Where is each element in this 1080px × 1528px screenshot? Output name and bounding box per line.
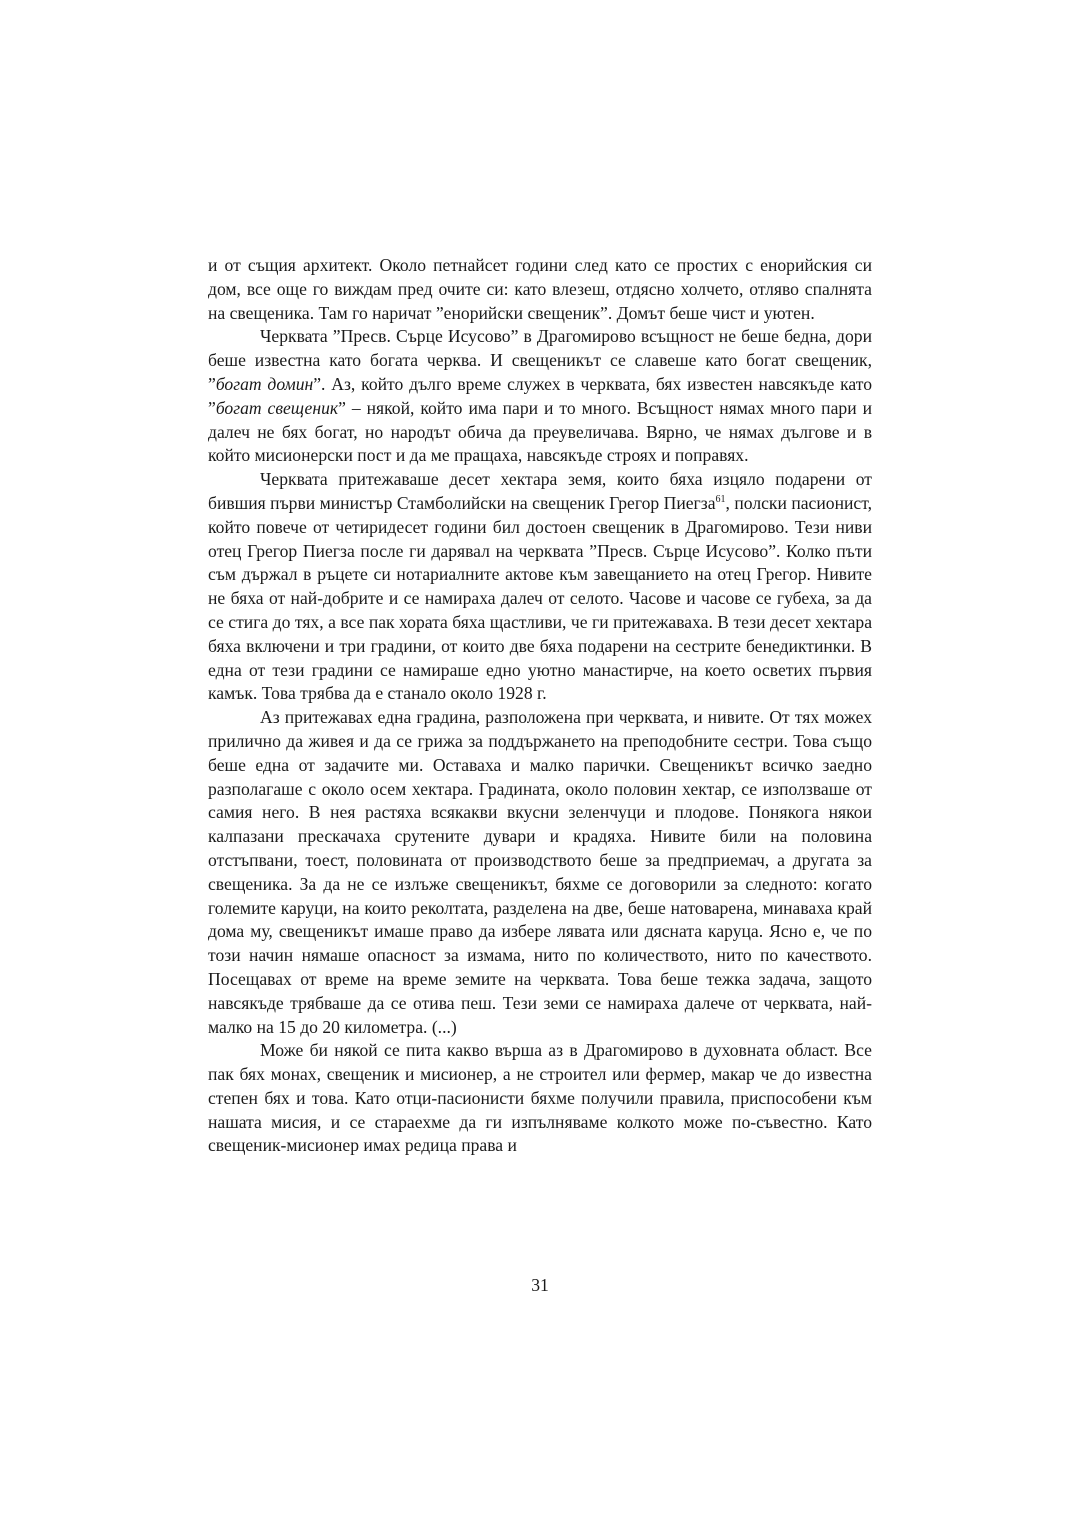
text-run: Аз притежавах една градина, разположена при черквата, и нивите. От тях можех прилично да живея и да се грижа за поддържането на преподобните сестри. Това също беше една от задачите ми. Оставаха и малко парички. Свещеникът всичко заедно разполагаше с около осем хектара. Градината, около половин хектар, се използваше от самия него. В нея растяха всякакви вкусни зеленчуци и плодове. Понякога някои калпазани прескачаха срутените дувари и крадяха. Нивите били на половина отстъпвани, тоест, половината от производството беше за предприемач, а другата за свещеника. За да не се излъже свещеникът, бяхме се договорили за следното: когато големите каруци, на които реколтата, разделена на две, беше натоварена, минаваха край дома му, свещеникът имаше право да избере лявата или дясната каруца. Ясно е, че по този начин нямаше опасност за измама, нито по количеството, нито по качеството. Посещавах от време на време земите на черквата. Това беше тежка задача, защото навсякъде трябваше да се отива пеш. Тези земи се намираха далече от черквата, най-малко на 15 до 20 километра. (...) (208, 707, 872, 1037)
italic-phrase: богат свещеник (215, 397, 339, 418)
italic-phrase: богат домин (215, 373, 314, 394)
body-text (208, 254, 872, 1158)
text-run: Черквата притежаваше десет хектара земя, които бяха изцяло подарени от бившия първи министър Стамболийски на свещеник Грегор Пиегза (208, 469, 872, 513)
text-run: Може би някой се пита какво върша аз в Драгомирово в духовната област. Все пак бях монах, свещеник и мисионер, а не строител или фермер, макар че до известна степен бях и това. Като отци-пасионисти бяхме получили правила, приспособени към нашата мисия, и се стараехме да ги изпълняваме колкото може по-съвестно. Като свещеник-мисионер имах редица права и (208, 1040, 872, 1156)
text-run: и от същия архитект. Около петнайсет години след като се простих с енорийския си дом, все още го виждам пред очите си: като влезеш, отдясно холчето, отляво спалнята на свещеника. Там го наричат ”енорийски свещеник”. Домът беше чист и уютен. (208, 255, 872, 323)
text-run: ” – някой, който има пари и то много. Всъщност нямах много пари и далеч не бях богат, но народът обича да преувеличава. Вярно, че нямах дългове и в който мисионерски пост и да ме пращаха, навсякъде строях и поправях. (208, 397, 872, 466)
text-run: , полски пасионист, който повече от четиридесет години бил достоен свещеник в Драгомирово. Тези ниви отец Грегор Пиегза после ги дарявал на черквата ”Пресв. Сърце Исусово”. Колко пъти съм държал в ръцете си нотариалните актове към завещанието на отец Грегор. Нивите не бяха от най-добрите и се намираха далеч от селото. Часове и часове се губеха, за да се стига до тях, а все пак хората бяха щастливи, че ги притежаваха. В тези десет хектара бяха включени и три градини, от които две бяха подарени на сестрите бенедиктинки. В една от тези градини се намираше едно уютно манастирче, на което осветих първия камък. Това трябва да е станало около 1928 г. (208, 492, 872, 704)
paragraph (208, 254, 872, 325)
paragraph (208, 325, 872, 468)
text-run: ”. Аз, който дълго време служех в черквата, бях известен навсякъде като ” (208, 373, 872, 418)
text-run: Черквата ”Пресв. Сърце Исусово” в Драгомирово всъщност не беше бедна, дори беше известна като богата черква. И свещеникът се славеше като богат свещеник, ” (208, 326, 872, 394)
page-number: 31 (531, 1275, 549, 1295)
footnote-ref: 61 (715, 493, 726, 505)
paragraph (208, 1039, 872, 1158)
paragraph (208, 468, 872, 706)
paragraph (208, 706, 872, 1039)
